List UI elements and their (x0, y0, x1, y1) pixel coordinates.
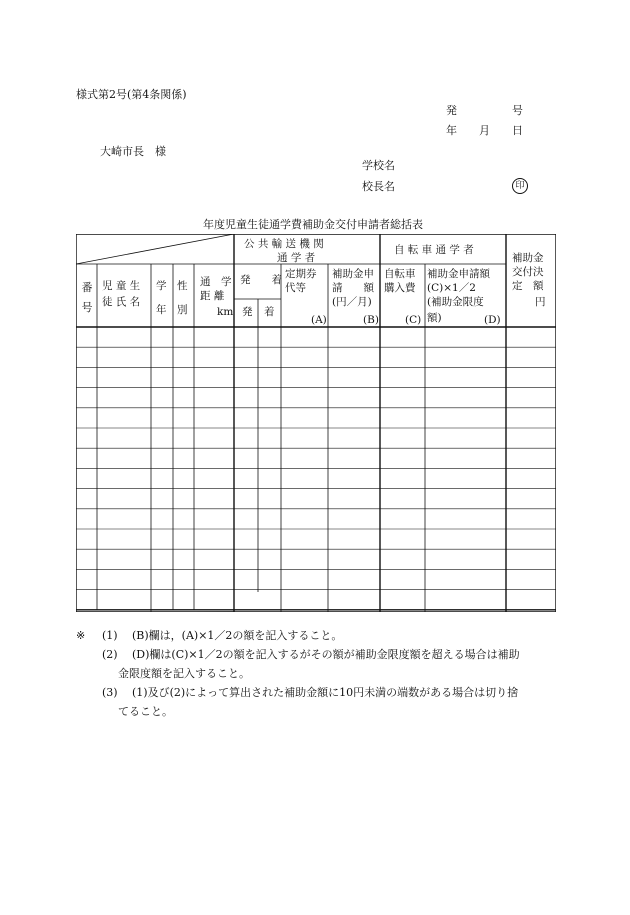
col-header-distance-unit: km (217, 306, 234, 318)
col-header-decision-line3: 定 額 (512, 280, 544, 292)
note-3-number: (3) (102, 686, 118, 699)
col-header-number: 番号 (81, 281, 93, 314)
summary-table (76, 234, 556, 612)
col-header-decision-line1: 補助金 (512, 252, 544, 264)
date-label: 年 月 日 (446, 124, 523, 137)
col-header-depart-arrive: 発 着 (240, 274, 282, 286)
col-header-arrive: 着 (264, 306, 275, 318)
document-number-label: 発 号 (446, 104, 523, 117)
col-header-bike-cost-mark: (C) (405, 314, 422, 326)
col-header-depart: 発 (242, 306, 253, 318)
addressee: 大崎市長 様 (100, 145, 166, 158)
note-2-text-cont: 金限度額を記入すること。 (118, 667, 250, 680)
col-header-pass-line2: 代等 (285, 282, 306, 294)
table-grid (76, 234, 556, 612)
table-title: 年度児童生徒通学費補助金交付申請者総括表 (203, 218, 423, 231)
col-header-sex-line1: 性 (177, 280, 188, 292)
col-header-bike-req-mark: (D) (484, 314, 501, 326)
col-header-grade-line1: 学 (156, 280, 167, 292)
note-mark: ※ (76, 629, 86, 642)
col-header-bike-req-line2: (C)×1／2 (427, 282, 476, 294)
group-header-public-transport-line2: 通 学 者 (277, 252, 316, 264)
group-header-bicycle: 自 転 車 通 学 者 (394, 244, 474, 256)
note-3-text-cont: てること。 (118, 705, 173, 718)
col-header-bike-req-line3: (補助金限度 (427, 296, 484, 308)
notes-section (76, 626, 566, 721)
col-header-subsidy-req-line2: 請 額 (332, 282, 374, 294)
group-header-public-transport-line1: 公 共 輸 送 機 関 (244, 238, 324, 250)
col-header-name-line1: 児 童 生 (102, 280, 141, 292)
note-2-text: (D)欄は(C)×1／2の額を記入するがその額が補助金限度額を超える場合は補助 (132, 648, 520, 661)
col-header-bike-req-line1: 補助金申請額 (427, 268, 490, 280)
col-header-decision-unit: 円 (535, 296, 546, 308)
col-header-bike-cost-line2: 購入費 (384, 282, 416, 294)
principal-name-label: 校長名 (362, 180, 395, 193)
col-header-pass-line1: 定期券 (285, 268, 317, 280)
col-header-subsidy-req-line3: (円／月) (332, 296, 372, 308)
col-header-bike-cost-line1: 自転車 (384, 268, 416, 280)
header-diagonal-line (76, 234, 234, 264)
col-header-name-line2: 徒 氏 名 (102, 296, 141, 308)
col-header-distance-line1: 通 学 (200, 276, 232, 288)
col-header-distance-line2: 距 離 (200, 290, 225, 302)
col-header-bike-req-line4: 額) (427, 312, 442, 324)
col-header-subsidy-req-mark: (B) (363, 314, 379, 326)
note-2-number: (2) (102, 648, 118, 661)
form-number: 様式第2号(第4条関係) (76, 88, 187, 101)
note-1-number: (1) (102, 629, 118, 642)
col-header-sex-line2: 別 (177, 304, 188, 316)
col-header-grade-line2: 年 (156, 304, 167, 316)
school-name-label: 学校名 (362, 159, 395, 172)
col-header-subsidy-req-line1: 補助金申 (332, 268, 374, 280)
col-header-decision-line2: 交付決 (512, 266, 544, 278)
col-header-pass-mark: (A) (311, 314, 327, 326)
seal-icon: 印 (512, 178, 528, 194)
note-3-text: (1)及び(2)によって算出された補助金額に10円未満の端数がある場合は切り捨 (132, 686, 519, 699)
note-1-text: (B)欄は，(A)×1／2の額を記入すること。 (132, 629, 343, 642)
